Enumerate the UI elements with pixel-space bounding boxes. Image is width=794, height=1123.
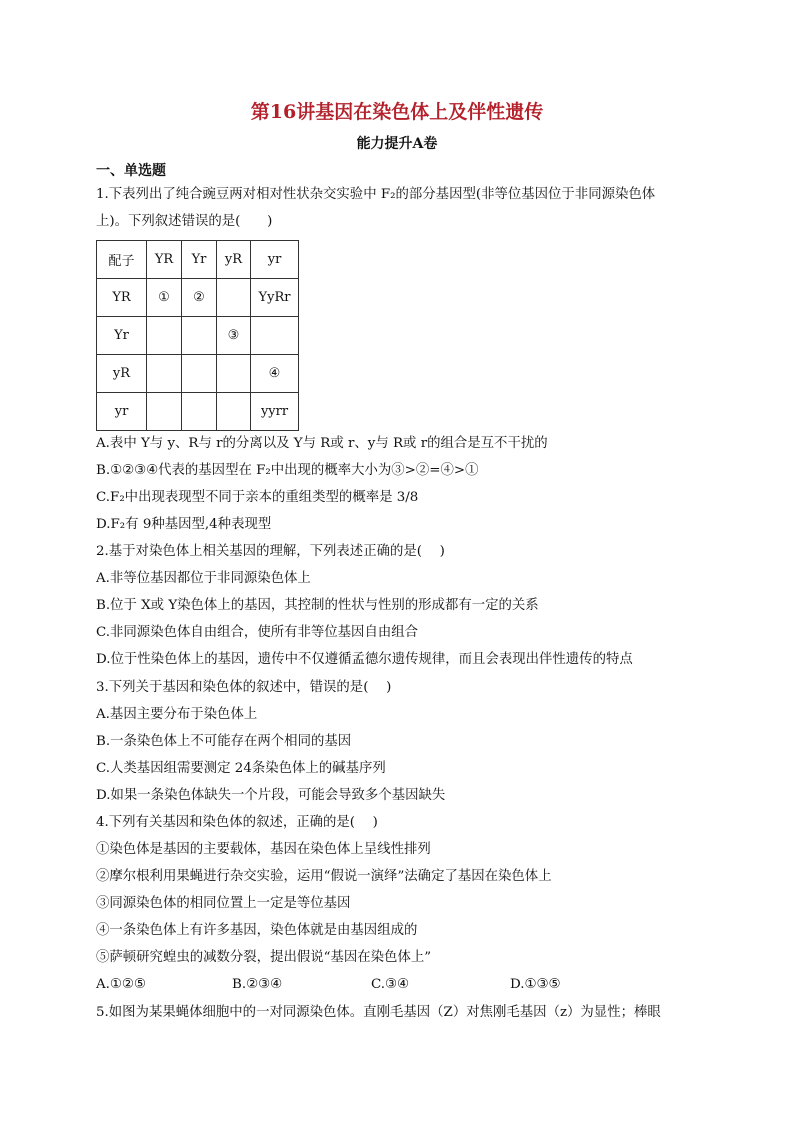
table-cell (182, 393, 217, 431)
table-cell (251, 317, 299, 355)
table-cell: yyrr (251, 393, 299, 431)
q1-option-d: D.F₂有 9种基因型,4种表现型 (96, 517, 272, 532)
table-cell: Yr (182, 241, 217, 279)
q1-option-b: B.①②③④代表的基因型在 F₂中出现的概率大小为③>②=④>① (96, 463, 479, 478)
q3-option-a: A.基因主要分布于染色体上 (96, 707, 258, 722)
table-row (97, 393, 299, 431)
table-header-row (97, 241, 299, 279)
table-row (97, 317, 299, 355)
q3-option-b: B.一条染色体上不可能存在两个相同的基因 (96, 734, 352, 749)
table-cell (147, 317, 182, 355)
page-title: 第16讲基因在染色体上及伴性遗传 (250, 101, 544, 123)
q4-statement-3: ③同源染色体的相同位置上一定是等位基因 (96, 896, 351, 911)
table-row (97, 279, 299, 317)
table-cell: YR (97, 279, 147, 317)
q4-statement-5: ⑤萨顿研究蝗虫的减数分裂，提出假说“基因在染色体上” (96, 950, 432, 965)
q4-option-a: A.①②⑤ (96, 977, 146, 992)
table-cell: yR (217, 241, 251, 279)
table-cell: ② (182, 279, 217, 317)
q4-statement-1: ①染色体是基因的主要载体，基因在染色体上呈线性排列 (96, 842, 431, 857)
q3-stem: 3.下列关于基因和染色体的叙述中，错误的是( ) (96, 680, 392, 695)
table-cell: ① (147, 279, 182, 317)
table-cell: yR (97, 355, 147, 393)
q1-stem-line2: 上)。下列叙述错误的是( ) (96, 214, 273, 229)
q1-stem-line1: 1.下表列出了纯合豌豆两对相对性状杂交实验中 F₂的部分基因型(非等位基因位于非同源染色体 (96, 187, 656, 202)
table-cell: yr (251, 241, 299, 279)
page-subtitle: 能力提升A卷 (356, 136, 438, 152)
q4-option-c: C.③④ (371, 977, 410, 992)
section-heading: 一、单选题 (96, 163, 166, 179)
q2-option-b: B.位于 X或 Y染色体上的基因，其控制的性状与性别的形成都有一定的关系 (96, 598, 539, 613)
table-cell (217, 279, 251, 317)
q3-option-c: C.人类基因组需要测定 24条染色体上的碱基序列 (96, 761, 386, 776)
table-cell (182, 355, 217, 393)
q2-option-a: A.非等位基因都位于非同源染色体上 (96, 571, 311, 586)
table-cell (147, 355, 182, 393)
q3-option-d: D.如果一条染色体缺失一个片段，可能会导致多个基因缺失 (96, 788, 446, 803)
q4-statement-2: ②摩尔根利用果蝇进行杂交实验，运用“假说一演绎”法确定了基因在染色体上 (96, 869, 552, 884)
table-cell (217, 355, 251, 393)
gamete-table (96, 240, 299, 431)
table-cell: YyRr (251, 279, 299, 317)
q4-statement-4: ④一条染色体上有许多基因，染色体就是由基因组成的 (96, 923, 418, 938)
table-cell: 配子 (97, 241, 147, 279)
q1-option-c: C.F₂中出现表现型不同于亲本的重组类型的概率是 3/8 (96, 490, 419, 505)
table-cell: yr (97, 393, 147, 431)
table-cell: ③ (217, 317, 251, 355)
q2-stem: 2.基于对染色体上相关基因的理解，下列表述正确的是( ) (96, 544, 445, 559)
q1-option-a: A.表中 Y与 y、R与 r的分离以及 Y与 R或 r、y与 R或 r的组合是互不干扰的 (96, 436, 548, 451)
q2-option-c: C.非同源染色体自由组合，使所有非等位基因自由组合 (96, 625, 419, 640)
table-cell (217, 393, 251, 431)
table-cell (182, 317, 217, 355)
table-row (97, 355, 299, 393)
q2-option-d: D.位于性染色体上的基因，遗传中不仅遵循孟德尔遗传规律，而且会表现出伴性遗传的特点 (96, 652, 633, 667)
table-cell (147, 393, 182, 431)
table-cell: ④ (251, 355, 299, 393)
table-cell: YR (147, 241, 182, 279)
q5-stem: 5.如图为某果蝇体细胞中的一对同源染色体。直刚毛基因（Z）对焦刚毛基因（z）为显性；棒眼 (96, 1005, 661, 1020)
q4-option-b: B.②③④ (232, 977, 283, 992)
q4-stem: 4.下列有关基因和染色体的叙述，正确的是( ) (96, 815, 378, 830)
table-cell: Yr (97, 317, 147, 355)
q4-option-d: D.①③⑤ (510, 977, 561, 992)
